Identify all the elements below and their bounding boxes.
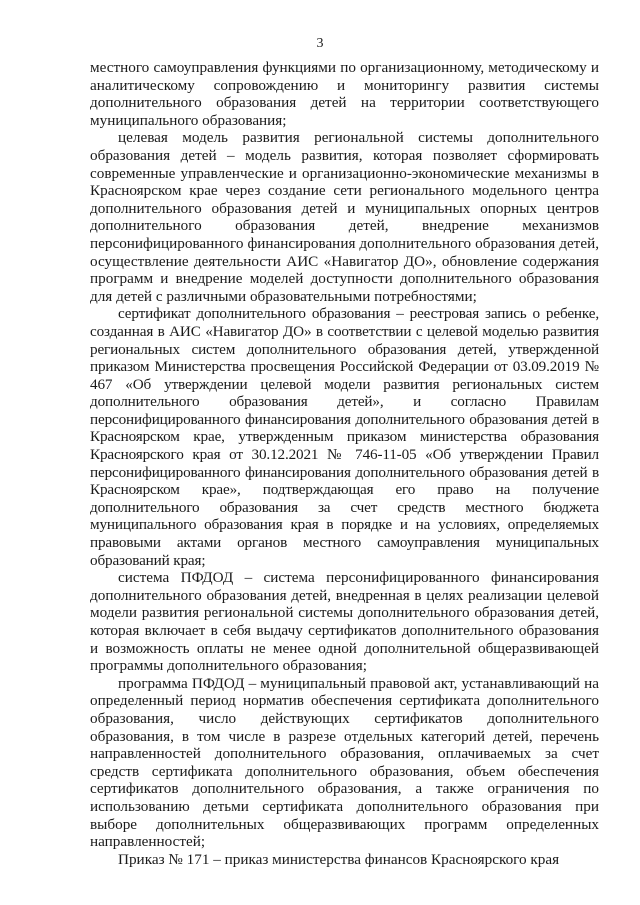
paragraph-order-171: Приказ № 171 – приказ министерства финансов Красноярского края [118, 850, 560, 868]
paragraph-municipal-functions: местного самоуправления функциями по организационному, методическому и аналитическому сопровождению и мониторингу развития системы дополнительного образования детей на территории соответствующего муниципального образования; [90, 59, 599, 129]
paragraph-pfdod-system: система ПФДОД – система персонифицированного финансирования дополнительного образования детей, внедренная в целях реализации целевой модели развития региональной системы дополнительного образования детей, которая включает в себя выдачу сертификатов дополнительного образования и возможность оплаты не менее одной дополнительной общеразвивающей программы дополнительного образования; [90, 569, 599, 675]
page-number: 3 [316, 36, 324, 51]
document-body [90, 59, 599, 868]
paragraph-certificate: сертификат дополнительного образования – реестровая запись о ребенке, созданная в АИС «Навигатор ДО» в соответствии с целевой моделью развития региональных систем дополнительного образования детей, утвержденной приказом Министерства просвещения Российской Федерации от 03.09.2019 № 467 «Об утверждении целевой модели развития региональных систем дополнительного образования детей», и согласно Правилам персонифицированного финансирования дополнительного образования детей в Красноярском крае, утвержденным приказом министерства образования Красноярского края от 30.12.2021 № 746-11-05 «Об утверждении Правил персонифицированного финансирования дополнительного образования детей в Красноярском крае», подтверждающая его право на получение дополнительного образования за счет средств местного бюджета муниципального образования края в порядке и на условиях, определяемых правовыми актами органов местного самоуправления муниципальных образований края; [90, 305, 599, 569]
paragraph-target-model: целевая модель развития региональной системы дополнительного образования детей – модель развития, которая позволяет сформировать современные управленческие и организационно-экономические механизмы в Красноярском крае через создание сети регионального модельного центра дополнительного образования детей и муниципальных опорных центров дополнительного образования детей, внедрение механизмов персонифицированного финансирования дополнительного образования детей, осуществление деятельности АИС «Навигатор ДО», обновление содержания программ и внедрение моделей доступности дополнительного образования для детей с различными образовательными потребностями; [90, 129, 599, 305]
paragraph-pfdod-program: программа ПФДОД – муниципальный правовой акт, устанавливающий на определенный период норматив обеспечения сертификата дополнительного образования, число действующих сертификатов дополнительного образования, в том числе в разрезе отдельных категорий детей, перечень направленностей дополнительного образования, оплачиваемых за счет средств сертификата дополнительного образования, объем обеспечения сертификатов дополнительного образования, а также ограничения по использованию детьми сертификата дополнительного образования при выборе дополнительных общеразвивающих программ определенных направленностей; [90, 674, 599, 851]
